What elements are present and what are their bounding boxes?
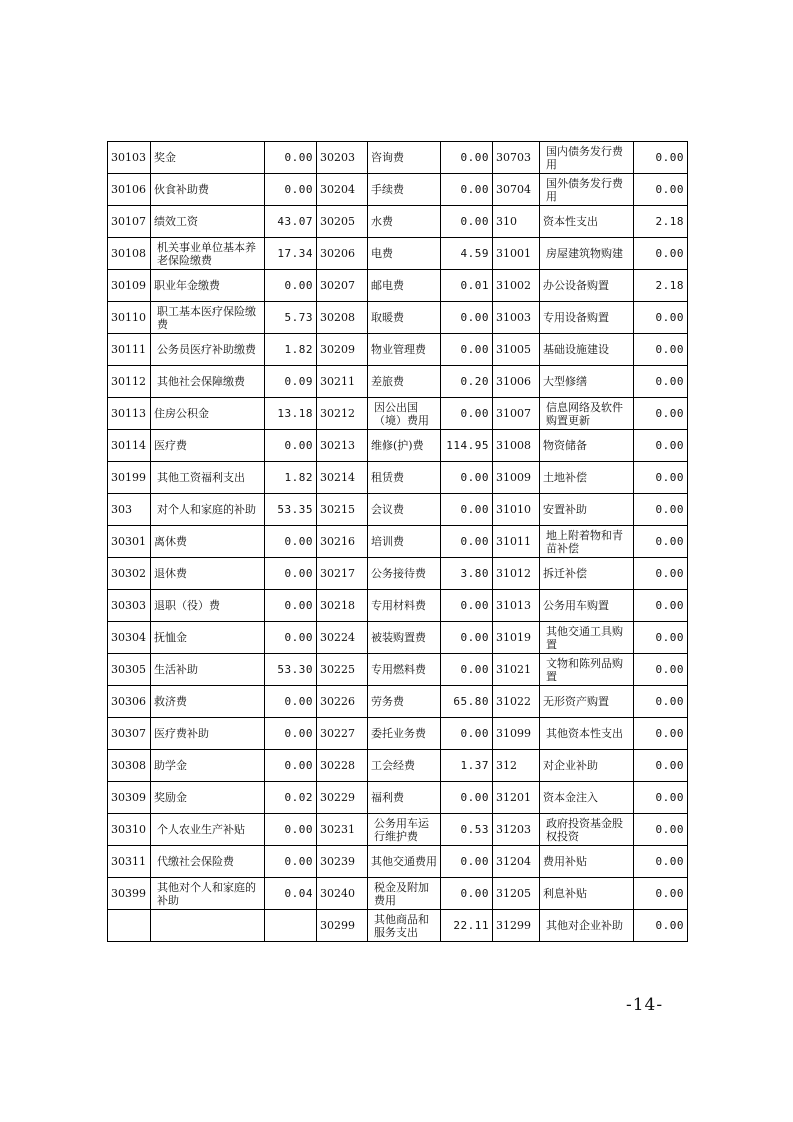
- cell-name: 资本性支出: [540, 206, 634, 238]
- table-row: [108, 334, 688, 366]
- cell-code: 31007: [493, 398, 540, 430]
- cell-name: 租赁费: [368, 462, 441, 494]
- table-row: [108, 366, 688, 398]
- cell-name: 邮电费: [368, 270, 441, 302]
- cell-code: 31009: [493, 462, 540, 494]
- cell-name: 其他工资福利支出: [151, 462, 265, 494]
- cell-name: 离休费: [151, 526, 265, 558]
- cell-name: 对个人和家庭的补助: [151, 494, 265, 526]
- table-row: [108, 142, 688, 174]
- cell-amount: 0.00: [441, 494, 493, 526]
- cell-name: 奖金: [151, 142, 265, 174]
- cell-name: 其他交通费用: [368, 846, 441, 878]
- cell-code: 30306: [108, 686, 151, 718]
- cell-amount: 0.00: [441, 142, 493, 174]
- cell-amount: 0.00: [634, 814, 688, 846]
- cell-amount: 0.00: [265, 718, 317, 750]
- cell-amount: 0.00: [634, 622, 688, 654]
- cell-code: 30214: [317, 462, 368, 494]
- cell-name: 电费: [368, 238, 441, 270]
- table-row: [108, 174, 688, 206]
- cell-amount: 0.02: [265, 782, 317, 814]
- cell-amount: 0.00: [265, 814, 317, 846]
- cell-name: 利息补贴: [540, 878, 634, 910]
- cell-amount: 114.95: [441, 430, 493, 462]
- cell-amount: 0.00: [634, 686, 688, 718]
- cell-code: 30307: [108, 718, 151, 750]
- cell-code: 30311: [108, 846, 151, 878]
- cell-amount: 0.00: [441, 654, 493, 686]
- cell-amount: 0.00: [634, 846, 688, 878]
- cell-name: 住房公积金: [151, 398, 265, 430]
- cell-name: 医疗费: [151, 430, 265, 462]
- cell-amount: 0.00: [265, 590, 317, 622]
- cell-name: 无形资产购置: [540, 686, 634, 718]
- cell-name: 物资储备: [540, 430, 634, 462]
- cell-code: 30215: [317, 494, 368, 526]
- cell-code: 30305: [108, 654, 151, 686]
- cell-name: 助学金: [151, 750, 265, 782]
- cell-code: 30299: [317, 910, 368, 942]
- cell-amount: 0.00: [441, 782, 493, 814]
- cell-amount: 65.80: [441, 686, 493, 718]
- cell-amount: 0.00: [634, 366, 688, 398]
- cell-amount: 0.00: [634, 462, 688, 494]
- cell-code: 31205: [493, 878, 540, 910]
- cell-code: 30107: [108, 206, 151, 238]
- cell-name: 资本金注入: [540, 782, 634, 814]
- cell-code: 31001: [493, 238, 540, 270]
- table-row: [108, 846, 688, 878]
- cell-name: 大型修缮: [540, 366, 634, 398]
- cell-code: 30217: [317, 558, 368, 590]
- cell-code: 31008: [493, 430, 540, 462]
- cell-name: 劳务费: [368, 686, 441, 718]
- cell-amount: 0.00: [265, 558, 317, 590]
- cell-code: 30203: [317, 142, 368, 174]
- cell-code: 30110: [108, 302, 151, 334]
- cell-name: 奖励金: [151, 782, 265, 814]
- cell-amount: 0.00: [634, 750, 688, 782]
- table-row: [108, 526, 688, 558]
- cell-name: 国外债务发行费用: [540, 174, 634, 206]
- cell-amount: 0.00: [634, 910, 688, 942]
- cell-name: 房屋建筑物购建: [540, 238, 634, 270]
- cell-amount: 0.20: [441, 366, 493, 398]
- cell-amount: 0.00: [265, 750, 317, 782]
- cell-amount: 0.00: [441, 334, 493, 366]
- cell-amount: 0.00: [441, 462, 493, 494]
- cell-code: 30199: [108, 462, 151, 494]
- page-number: -14-: [626, 995, 664, 1015]
- cell-code: 31021: [493, 654, 540, 686]
- cell-code: 31022: [493, 686, 540, 718]
- cell-amount: 0.00: [441, 878, 493, 910]
- cell-code: 31011: [493, 526, 540, 558]
- cell-name: 费用补贴: [540, 846, 634, 878]
- cell-amount: 4.59: [441, 238, 493, 270]
- cell-name: 退休费: [151, 558, 265, 590]
- cell-amount: 0.00: [265, 846, 317, 878]
- cell-code: 30224: [317, 622, 368, 654]
- cell-amount: 43.07: [265, 206, 317, 238]
- cell-name: 政府投资基金股权投资: [540, 814, 634, 846]
- cell-name: 专用材料费: [368, 590, 441, 622]
- cell-code: 303: [108, 494, 151, 526]
- cell-code: 31002: [493, 270, 540, 302]
- cell-code: 31003: [493, 302, 540, 334]
- cell-code: 30226: [317, 686, 368, 718]
- cell-name: 其他社会保障缴费: [151, 366, 265, 398]
- cell-code: 30240: [317, 878, 368, 910]
- cell-code: 31201: [493, 782, 540, 814]
- table-row: [108, 910, 688, 942]
- cell-code: 31099: [493, 718, 540, 750]
- cell-name: 福利费: [368, 782, 441, 814]
- cell-amount: 1.82: [265, 334, 317, 366]
- cell-name: 基础设施建设: [540, 334, 634, 366]
- cell-amount: 3.80: [441, 558, 493, 590]
- cell-name: 委托业务费: [368, 718, 441, 750]
- cell-name: 被装购置费: [368, 622, 441, 654]
- cell-name: 机关事业单位基本养老保险缴费: [151, 238, 265, 270]
- cell-code: 30239: [317, 846, 368, 878]
- cell-amount: 0.00: [441, 174, 493, 206]
- cell-code: 30206: [317, 238, 368, 270]
- cell-name: 其他商品和服务支出: [368, 910, 441, 942]
- cell-amount: 0.00: [634, 302, 688, 334]
- table-row: [108, 398, 688, 430]
- cell-code: 31013: [493, 590, 540, 622]
- cell-name: 其他对企业补助: [540, 910, 634, 942]
- cell-amount: 0.00: [441, 846, 493, 878]
- cell-name: 土地补偿: [540, 462, 634, 494]
- cell-name: 职工基本医疗保险缴费: [151, 302, 265, 334]
- cell-name: 工会经费: [368, 750, 441, 782]
- cell-amount: 0.00: [441, 302, 493, 334]
- cell-code: 31299: [493, 910, 540, 942]
- cell-amount: 0.00: [441, 590, 493, 622]
- cell-amount: 0.00: [634, 174, 688, 206]
- cell-amount: 0.00: [265, 686, 317, 718]
- table-row: [108, 238, 688, 270]
- cell-amount: 53.30: [265, 654, 317, 686]
- table-row: [108, 750, 688, 782]
- cell-code: 30302: [108, 558, 151, 590]
- cell-name: 其他交通工具购置: [540, 622, 634, 654]
- table-row: [108, 430, 688, 462]
- cell-name: 代缴社会保险费: [151, 846, 265, 878]
- cell-name: 伙食补助费: [151, 174, 265, 206]
- cell-name: 因公出国（境）费用: [368, 398, 441, 430]
- cell-code: 30310: [108, 814, 151, 846]
- cell-code: 30225: [317, 654, 368, 686]
- table-row: [108, 686, 688, 718]
- table-row: [108, 302, 688, 334]
- cell-name: 职业年金缴费: [151, 270, 265, 302]
- cell-name: 地上附着物和青苗补偿: [540, 526, 634, 558]
- cell-name: 会议费: [368, 494, 441, 526]
- cell-code: 30106: [108, 174, 151, 206]
- cell-amount: 0.00: [634, 590, 688, 622]
- table-row: [108, 590, 688, 622]
- cell-name: 退职（役）费: [151, 590, 265, 622]
- cell-code: 30205: [317, 206, 368, 238]
- cell-code: 30207: [317, 270, 368, 302]
- cell-code: 30211: [317, 366, 368, 398]
- cell-code: 30208: [317, 302, 368, 334]
- cell-name: 取暖费: [368, 302, 441, 334]
- cell-amount: 22.11: [441, 910, 493, 942]
- cell-code: 30114: [108, 430, 151, 462]
- cell-name: 文物和陈列品购置: [540, 654, 634, 686]
- table-row: [108, 878, 688, 910]
- cell-amount: 0.00: [634, 878, 688, 910]
- cell-amount: 0.00: [634, 654, 688, 686]
- cell-code: 31006: [493, 366, 540, 398]
- cell-code: 30704: [493, 174, 540, 206]
- cell-code: 30228: [317, 750, 368, 782]
- cell-amount: 0.00: [441, 526, 493, 558]
- cell-amount: 0.04: [265, 878, 317, 910]
- table-row: [108, 462, 688, 494]
- cell-amount: [265, 910, 317, 942]
- cell-code: 30304: [108, 622, 151, 654]
- cell-amount: 13.18: [265, 398, 317, 430]
- cell-amount: 0.00: [634, 782, 688, 814]
- cell-amount: 0.00: [634, 238, 688, 270]
- cell-name: 差旅费: [368, 366, 441, 398]
- cell-code: 30209: [317, 334, 368, 366]
- cell-name: 公务接待费: [368, 558, 441, 590]
- cell-code: 30212: [317, 398, 368, 430]
- cell-code: 30213: [317, 430, 368, 462]
- table-row: [108, 654, 688, 686]
- cell-amount: 2.18: [634, 270, 688, 302]
- cell-code: 30218: [317, 590, 368, 622]
- cell-amount: 1.37: [441, 750, 493, 782]
- table-row: [108, 718, 688, 750]
- cell-amount: 0.00: [441, 206, 493, 238]
- cell-name: 维修(护)费: [368, 430, 441, 462]
- cell-name: [151, 910, 265, 942]
- cell-amount: 5.73: [265, 302, 317, 334]
- table-body: [108, 142, 688, 942]
- cell-amount: 0.00: [265, 526, 317, 558]
- cell-amount: 0.00: [265, 430, 317, 462]
- cell-amount: 0.00: [634, 334, 688, 366]
- cell-amount: 0.00: [265, 174, 317, 206]
- cell-amount: 0.00: [634, 526, 688, 558]
- cell-name: 国内债务发行费用: [540, 142, 634, 174]
- cell-code: 30303: [108, 590, 151, 622]
- cell-name: 公务员医疗补助缴费: [151, 334, 265, 366]
- cell-name: 拆迁补偿: [540, 558, 634, 590]
- cell-code: 30399: [108, 878, 151, 910]
- cell-name: 物业管理费: [368, 334, 441, 366]
- cell-name: 信息网络及软件购置更新: [540, 398, 634, 430]
- cell-name: 安置补助: [540, 494, 634, 526]
- cell-amount: 0.00: [441, 398, 493, 430]
- cell-amount: 0.00: [634, 718, 688, 750]
- cell-name: 办公设备购置: [540, 270, 634, 302]
- cell-code: 31005: [493, 334, 540, 366]
- table-row: [108, 558, 688, 590]
- cell-code: 30309: [108, 782, 151, 814]
- cell-code: 31204: [493, 846, 540, 878]
- cell-code: 31203: [493, 814, 540, 846]
- table-row: [108, 622, 688, 654]
- cell-code: 30113: [108, 398, 151, 430]
- cell-code: 30216: [317, 526, 368, 558]
- cell-name: 个人农业生产补贴: [151, 814, 265, 846]
- table-row: [108, 782, 688, 814]
- cell-name: 咨询费: [368, 142, 441, 174]
- cell-amount: 2.18: [634, 206, 688, 238]
- cell-name: 专用燃料费: [368, 654, 441, 686]
- cell-name: 公务用车运行维护费: [368, 814, 441, 846]
- table-row: [108, 494, 688, 526]
- cell-code: 30103: [108, 142, 151, 174]
- cell-name: 培训费: [368, 526, 441, 558]
- cell-code: 31012: [493, 558, 540, 590]
- cell-code: 30108: [108, 238, 151, 270]
- cell-amount: 1.82: [265, 462, 317, 494]
- cell-name: 专用设备购置: [540, 302, 634, 334]
- cell-amount: 0.01: [441, 270, 493, 302]
- expenditure-table: [107, 141, 688, 942]
- table-row: [108, 270, 688, 302]
- cell-code: 312: [493, 750, 540, 782]
- cell-name: 抚恤金: [151, 622, 265, 654]
- cell-code: 31019: [493, 622, 540, 654]
- cell-code: 31010: [493, 494, 540, 526]
- cell-code: 30109: [108, 270, 151, 302]
- cell-amount: 0.00: [634, 494, 688, 526]
- cell-amount: 0.00: [265, 622, 317, 654]
- cell-amount: 0.00: [634, 398, 688, 430]
- cell-name: 救济费: [151, 686, 265, 718]
- cell-code: 30227: [317, 718, 368, 750]
- cell-name: 水费: [368, 206, 441, 238]
- cell-code: 30112: [108, 366, 151, 398]
- cell-code: 30301: [108, 526, 151, 558]
- cell-name: 医疗费补助: [151, 718, 265, 750]
- cell-code: 310: [493, 206, 540, 238]
- cell-amount: 53.35: [265, 494, 317, 526]
- cell-code: [108, 910, 151, 942]
- cell-amount: 0.00: [265, 142, 317, 174]
- cell-name: 其他对个人和家庭的补助: [151, 878, 265, 910]
- cell-amount: 0.00: [265, 270, 317, 302]
- cell-code: 30703: [493, 142, 540, 174]
- cell-code: 30111: [108, 334, 151, 366]
- cell-amount: 0.00: [634, 558, 688, 590]
- cell-amount: 0.53: [441, 814, 493, 846]
- cell-name: 其他资本性支出: [540, 718, 634, 750]
- cell-amount: 0.00: [441, 718, 493, 750]
- cell-name: 手续费: [368, 174, 441, 206]
- cell-code: 30308: [108, 750, 151, 782]
- cell-amount: 0.00: [441, 622, 493, 654]
- cell-amount: 17.34: [265, 238, 317, 270]
- table-row: [108, 814, 688, 846]
- table-row: [108, 206, 688, 238]
- cell-name: 税金及附加费用: [368, 878, 441, 910]
- cell-code: 30231: [317, 814, 368, 846]
- cell-name: 公务用车购置: [540, 590, 634, 622]
- cell-code: 30204: [317, 174, 368, 206]
- cell-name: 绩效工资: [151, 206, 265, 238]
- cell-name: 对企业补助: [540, 750, 634, 782]
- cell-name: 生活补助: [151, 654, 265, 686]
- cell-amount: 0.00: [634, 430, 688, 462]
- cell-amount: 0.09: [265, 366, 317, 398]
- cell-amount: 0.00: [634, 142, 688, 174]
- cell-code: 30229: [317, 782, 368, 814]
